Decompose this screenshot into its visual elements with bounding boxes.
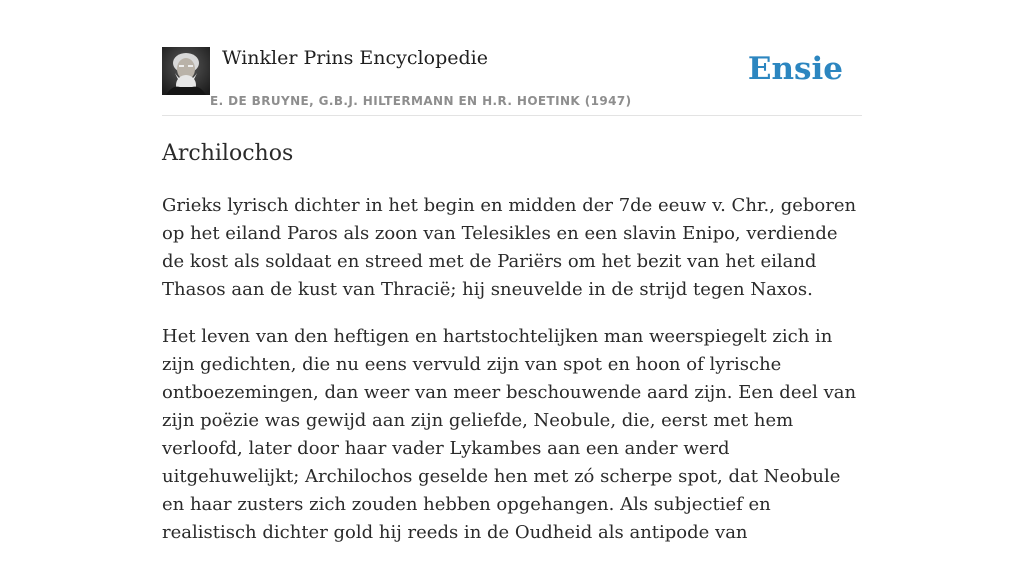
book-header <box>162 0 862 116</box>
article-paragraph: Grieks lyrisch dichter in het begin en midden der 7de eeuw v. Chr., geboren op het eiland Paros als zoon van Telesikles en een slavin Enipo, verdiende de kost als soldaat en streed met de Pariërs om het bezit van het eiland Thasos aan de kust van Thracië; hij sneuvelde in de strijd tegen Naxos. <box>162 195 857 300</box>
article-paragraph: Het leven van den heftigen en hartstochtelijken man weerspiegelt zich in zijn gedichten, die nu eens vervuld zijn van spot en hoon of lyrische ontboezemingen, dan weer van meer beschouwende aard zijn. Een deel van zijn poëzie was gewijd aan zijn geliefde, Neobule, die, eerst met hem verloofd, later door haar vader Lykambes aan een ander werd uitgehuwelijkt; Archilochos geselde hen met zó scherpe spot, dat Neobule en haar zusters zich zouden hebben opgehangen. Als subjectief en realistisch dichter gold hij reeds in de Oudheid als antipode van <box>162 326 857 543</box>
article-body <box>162 192 862 566</box>
book-authors: E. DE BRUYNE, G.B.J. HILTERMANN EN H.R. HOETINK (1947) <box>210 94 632 108</box>
book-title[interactable]: Winkler Prins Encyclopedie <box>222 47 488 69</box>
content-column <box>162 0 862 543</box>
author-portrait-avatar[interactable] <box>162 47 210 95</box>
ensie-logo-link[interactable]: Ensie <box>747 51 843 87</box>
article-title: Archilochos <box>162 141 294 166</box>
portrait-icon <box>162 47 210 95</box>
